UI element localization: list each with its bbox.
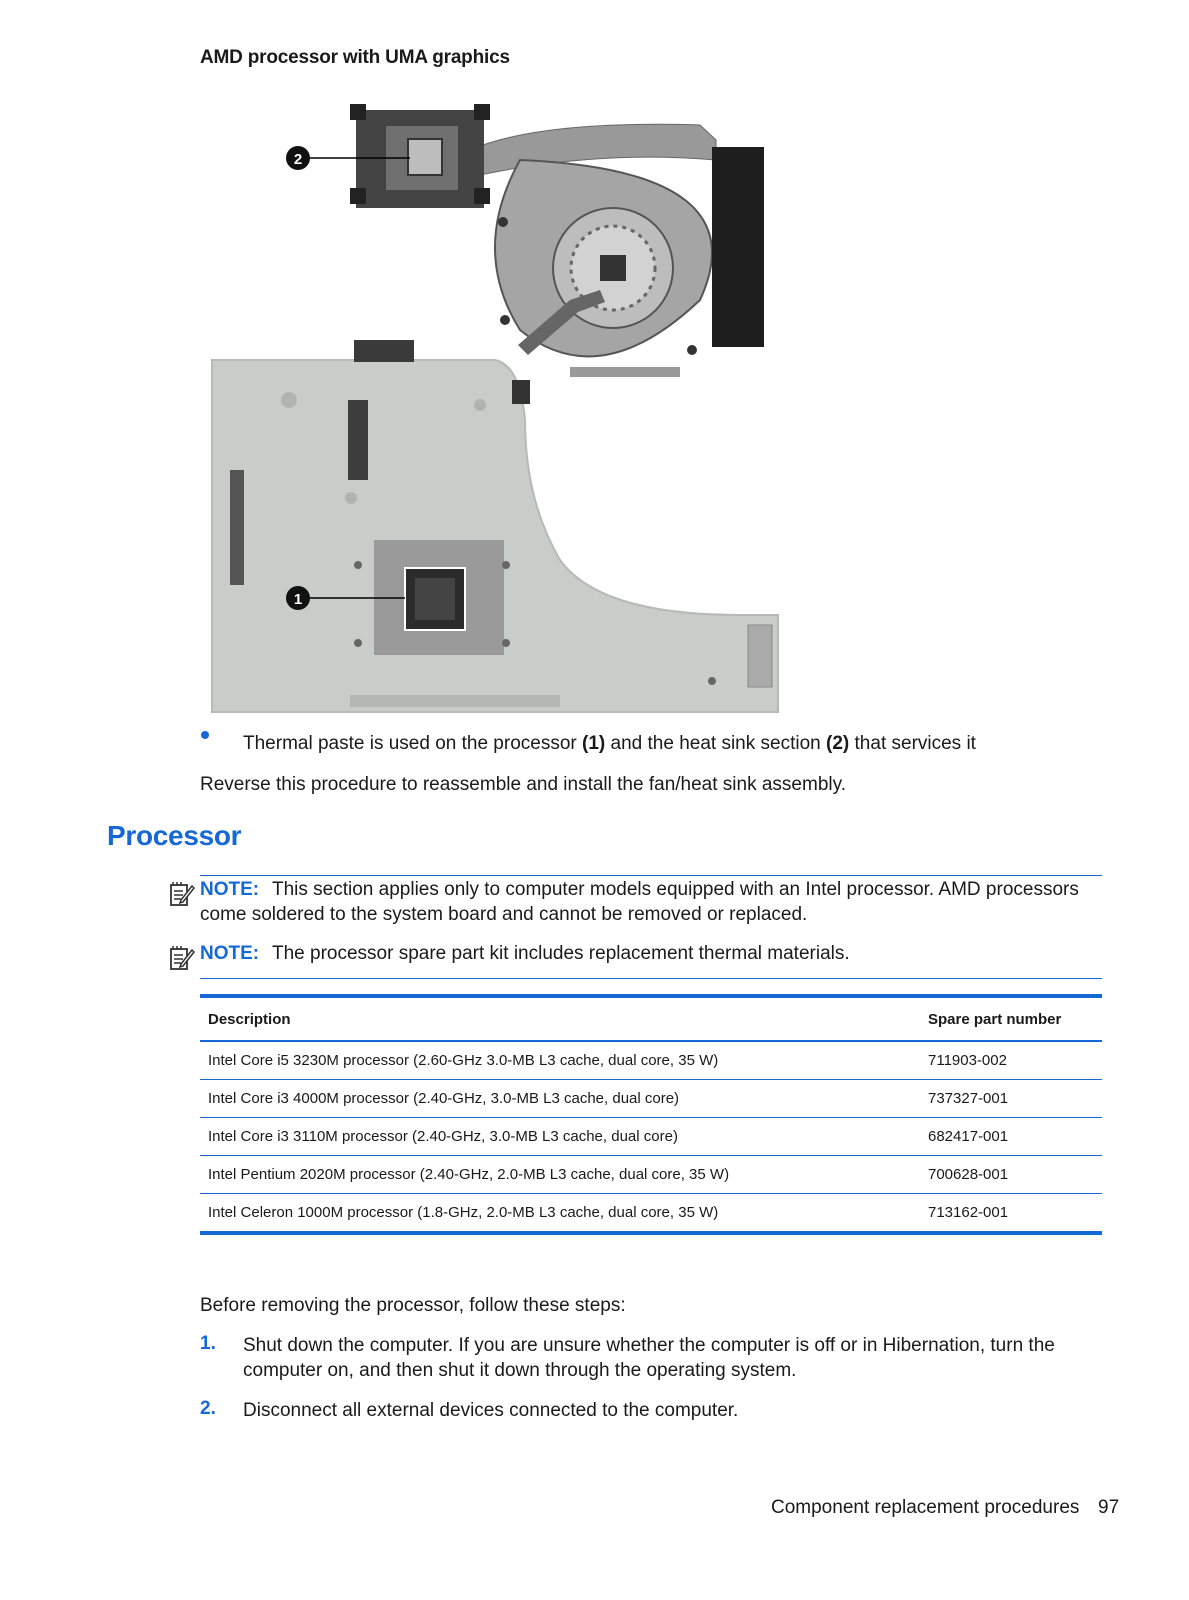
- note-thermal-materials: [200, 941, 1100, 966]
- cell-part-number: 711903-002: [920, 1041, 1102, 1080]
- note-icon: [169, 880, 195, 908]
- table-row: [200, 1080, 1102, 1118]
- cell-part-number: 737327-001: [920, 1080, 1102, 1118]
- footer-section-title: Component replacement procedures: [771, 1497, 1080, 1518]
- spare-parts-table: [200, 994, 1102, 1235]
- step-number: 2.: [200, 1398, 216, 1419]
- header-description: Description: [208, 1010, 291, 1028]
- heat-sink-assembly: [350, 104, 764, 377]
- note-bottom-rule: [200, 978, 1102, 979]
- table-row: [200, 1194, 1102, 1234]
- table-header-row: [200, 996, 1102, 1041]
- step-text: Shut down the computer. If you are unsure whether the computer is off or in Hibernation, turn the computer on, and then shut it down through the operating system.: [243, 1335, 1055, 1381]
- bullet-ref-2: (2): [826, 733, 850, 754]
- reverse-procedure-text: Reverse this procedure to reassemble and install the fan/heat sink assembly.: [200, 774, 846, 795]
- bullet-icon: [201, 731, 209, 739]
- callout-1-label: 1: [293, 591, 303, 608]
- cell-description: Intel Pentium 2020M processor (2.40-GHz, 2.0-MB L3 cache, dual core, 35 W): [200, 1156, 920, 1194]
- note-text: This section applies only to computer models equipped with an Intel processor. AMD processors come soldered to the system board and cannot be removed or replaced.: [200, 879, 1079, 925]
- header-spare-part-number: Spare part number: [928, 1010, 1062, 1028]
- note-label: NOTE:: [200, 943, 260, 964]
- table-row: [200, 1118, 1102, 1156]
- cell-description: Intel Core i5 3230M processor (2.60-GHz 3.0-MB L3 cache, dual core, 35 W): [200, 1041, 920, 1080]
- before-removing-text: Before removing the processor, follow these steps:: [200, 1295, 626, 1316]
- table-row: [200, 1041, 1102, 1080]
- cell-description: Intel Celeron 1000M processor (1.8-GHz, 2.0-MB L3 cache, dual core, 35 W): [200, 1194, 920, 1234]
- bullet-text-c: that services it: [849, 733, 976, 754]
- note-intel-only: [200, 877, 1100, 927]
- cell-part-number: 682417-001: [920, 1118, 1102, 1156]
- note-label: NOTE:: [200, 879, 260, 900]
- page-number: 97: [1098, 1497, 1120, 1518]
- cell-part-number: 700628-001: [920, 1156, 1102, 1194]
- thermal-paste-bullet: [243, 731, 976, 756]
- bullet-ref-1: (1): [582, 733, 606, 754]
- bullet-text-a: Thermal paste is used on the processor: [243, 733, 583, 754]
- callout-2-label: 2: [293, 151, 303, 168]
- note-top-rule: [200, 875, 1102, 876]
- step-text: Disconnect all external devices connected to the computer.: [243, 1400, 739, 1421]
- cell-description: Intel Core i3 3110M processor (2.40-GHz, 3.0-MB L3 cache, dual core): [200, 1118, 920, 1156]
- figure-subheading: AMD processor with UMA graphics: [200, 47, 510, 68]
- note-text: The processor spare part kit includes replacement thermal materials.: [272, 943, 850, 964]
- note-icon: [169, 944, 195, 972]
- table-row: [200, 1156, 1102, 1194]
- fan-heatsink-illustration: [205, 100, 785, 720]
- cell-description: Intel Core i3 4000M processor (2.40-GHz, 3.0-MB L3 cache, dual core): [200, 1080, 920, 1118]
- step-number: 1.: [200, 1333, 216, 1354]
- section-title: Processor: [107, 820, 242, 851]
- bullet-text-b: and the heat sink section: [605, 733, 827, 754]
- cell-part-number: 713162-001: [920, 1194, 1102, 1234]
- system-board: [212, 340, 778, 712]
